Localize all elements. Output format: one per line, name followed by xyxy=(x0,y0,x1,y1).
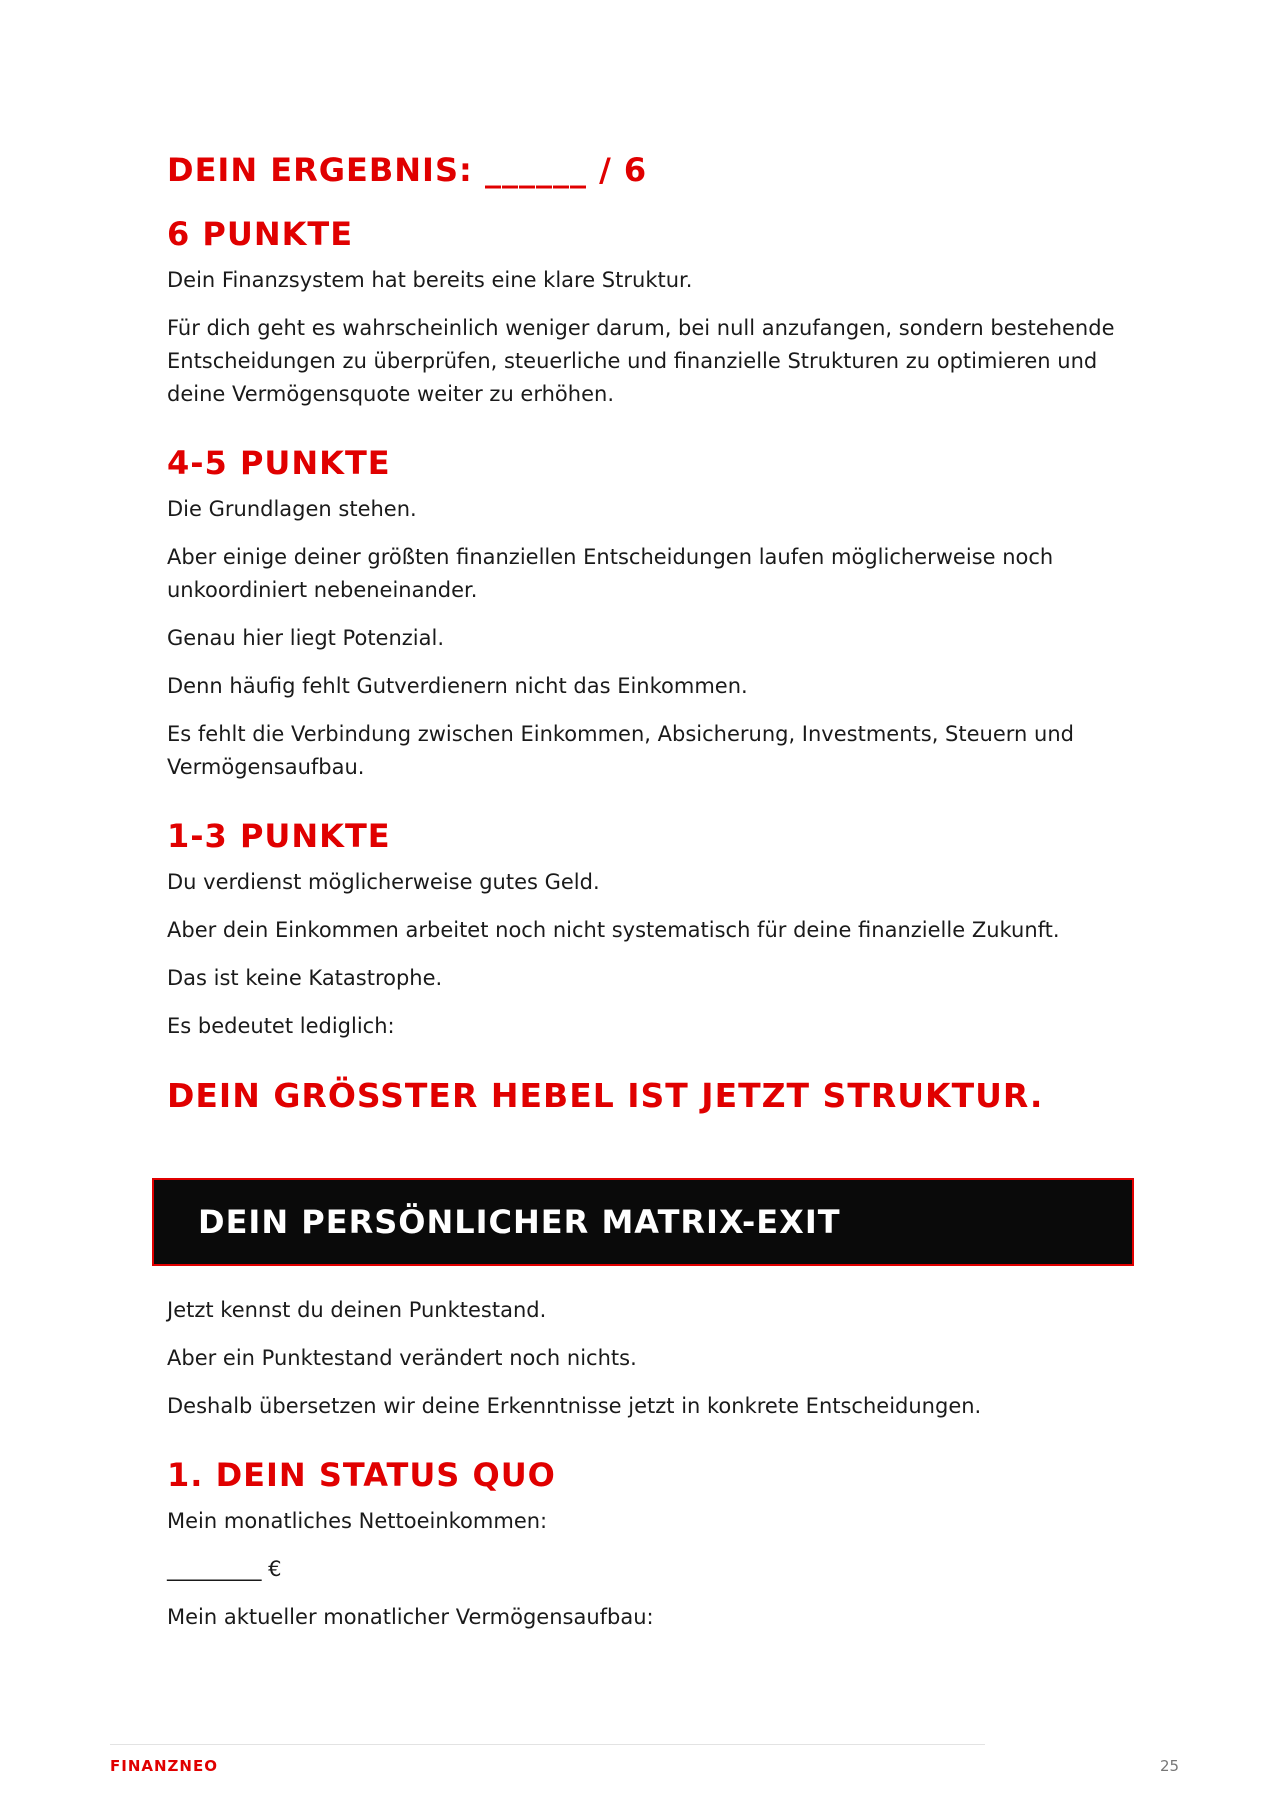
footer-brand: FINANZNEO xyxy=(110,1757,218,1775)
section-heading: 6 PUNKTE xyxy=(167,215,354,253)
matrix-exit-section xyxy=(167,1294,1137,1649)
paragraph: Es bedeutet lediglich: xyxy=(167,1014,395,1038)
paragraph: Dein Finanzsystem hat bereits eine klare Struktur. xyxy=(167,268,693,292)
paragraph: Das ist keine Katastrophe. xyxy=(167,966,443,990)
paragraph: Du verdienst möglicherweise gutes Geld. xyxy=(167,870,600,894)
paragraph: Es fehlt die Verbindung zwischen Einkommen, Absicherung, Investments, Steuern und Vermögensaufbau. xyxy=(167,722,1074,779)
paragraph: Deshalb übersetzen wir deine Erkenntnisse jetzt in konkrete Entscheidungen. xyxy=(167,1394,982,1418)
savings-label: Mein aktueller monatlicher Vermögensaufbau: xyxy=(167,1605,654,1629)
banner-title: DEIN PERSÖNLICHER MATRIX-EXIT xyxy=(198,1203,841,1241)
score-section-6 xyxy=(167,214,1137,411)
status-quo-heading: 1. DEIN STATUS QUO xyxy=(167,1456,556,1494)
section-heading: 4-5 PUNKTE xyxy=(167,444,391,482)
paragraph: Die Grundlagen stehen. xyxy=(167,497,417,521)
result-heading: DEIN ERGEBNIS: ______ / 6 xyxy=(167,151,648,189)
paragraph: Aber einige deiner größten finanziellen Entscheidungen laufen möglicherweise noch unkoordiniert nebeneinander. xyxy=(167,545,1054,602)
claim-heading: DEIN GRÖSSTER HEBEL IST JETZT STRUKTUR. xyxy=(167,1076,1044,1115)
paragraph: Für dich geht es wahrscheinlich weniger darum, bei null anzufangen, sondern bestehende Entscheidungen zu überprüfen, steuerliche und finanzielle Strukturen zu optimieren und deine Vermögensquote weiter zu erhöhen. xyxy=(167,316,1115,406)
score-section-4-5 xyxy=(167,443,1137,784)
income-label: Mein monatliches Nettoeinkommen: xyxy=(167,1509,548,1533)
result-section xyxy=(167,150,1137,1117)
paragraph: Denn häufig fehlt Gutverdienern nicht das Einkommen. xyxy=(167,674,748,698)
footer-divider xyxy=(110,1744,985,1745)
page-number: 25 xyxy=(1160,1757,1180,1775)
paragraph: Aber ein Punktestand verändert noch nichts. xyxy=(167,1346,637,1370)
paragraph: Genau hier liegt Potenzial. xyxy=(167,626,445,650)
income-blank: _________ € xyxy=(167,1557,282,1581)
section-heading: 1-3 PUNKTE xyxy=(167,817,391,855)
score-section-1-3 xyxy=(167,816,1137,1043)
paragraph: Aber dein Einkommen arbeitet noch nicht systematisch für deine finanzielle Zukunft. xyxy=(167,918,1060,942)
matrix-exit-banner xyxy=(152,1178,1134,1266)
paragraph: Jetzt kennst du deinen Punktestand. xyxy=(167,1298,547,1322)
